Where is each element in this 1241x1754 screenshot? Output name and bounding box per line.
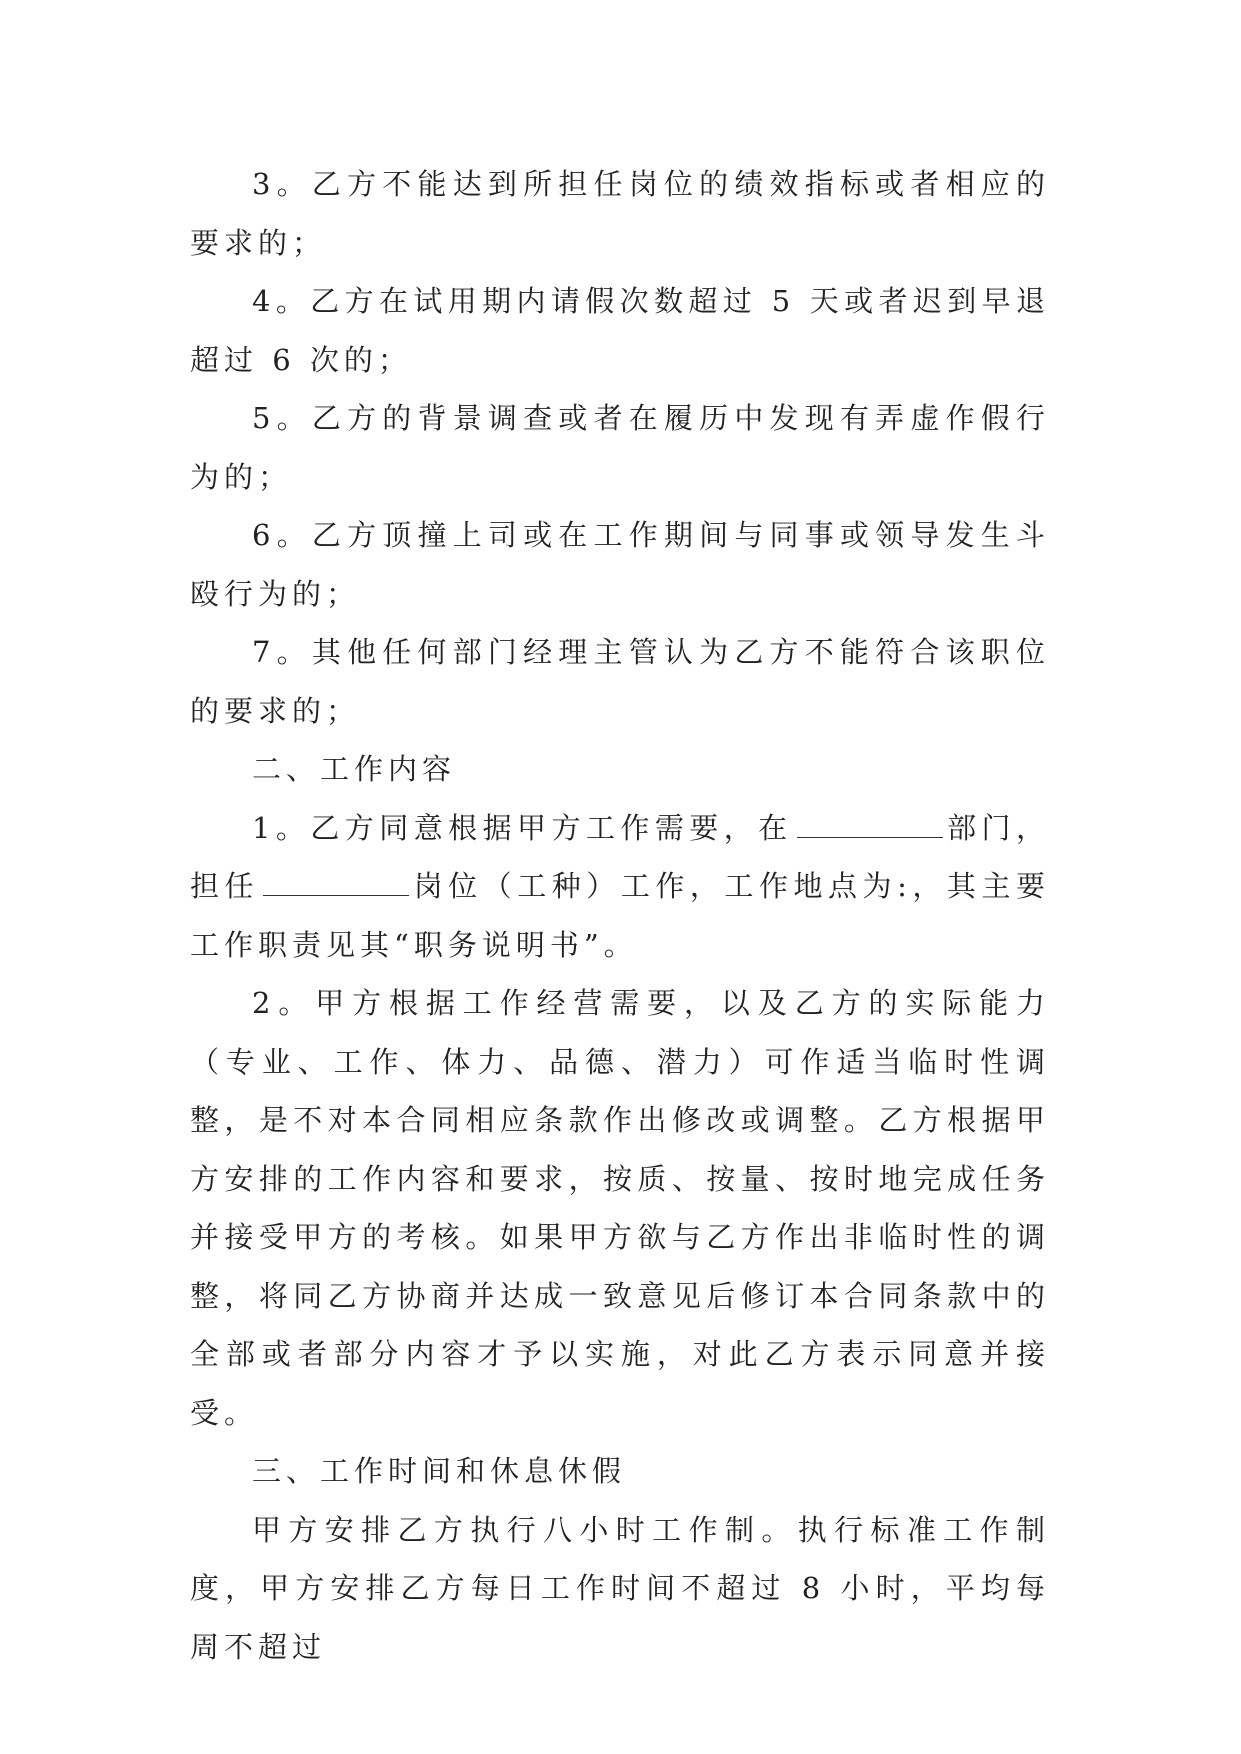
- work-clause-1-text-a: 1。乙方同意根据甲方工作需要，在: [252, 810, 793, 845]
- clause-5-paragraph: 5。乙方的背景调查或者在履历中发现有弄虚作假行为的；: [190, 401, 1050, 494]
- work-clause-1-text-b: 部门，担任: [190, 810, 1050, 903]
- section-heading-work-content: 二、工作内容: [252, 752, 457, 786]
- position-blank-line: [263, 894, 409, 896]
- document-body: [190, 155, 1050, 1676]
- work-content-clause-2: 2。甲方根据工作经营需要，以及乙方的实际能力（专业、工作、体力、品德、潜力）可作适当临时性调整，是不对本合同相应条款作出修改或调整。乙方根据甲方安排的工作内容和要求，按质、按量、按时地完成任务并接受甲方的考核。如果甲方欲与乙方作出非临时性的调整，将同乙方协商并达成一致意见后修订本合同条款中的全部或者部分内容才予以实施，对此乙方表示同意并接受。: [190, 986, 1050, 1430]
- department-blank-line: [797, 836, 943, 838]
- work-hours-paragraph: 甲方安排乙方执行八小时工作制。执行标准工作制度，甲方安排乙方每日工作时间不超过 8 小时，平均每周不超过: [190, 1512, 1050, 1664]
- section-heading-work-hours: 三、工作时间和休息休假: [252, 1454, 627, 1488]
- work-content-clause-1: [190, 799, 1050, 975]
- clause-4-paragraph: 4。乙方在试用期内请假次数超过 5 天或者迟到早退超过 6 次的；: [190, 284, 1050, 377]
- clause-7-paragraph: 7。其他任何部门经理主管认为乙方不能符合该职位的要求的；: [190, 635, 1050, 728]
- work-clause-1-text-c: 岗位（工种）工作，工作地点为:，其主要工作职责见其“职务说明书”。: [190, 869, 1050, 962]
- clause-3-paragraph: 3。乙方不能达到所担任岗位的绩效指标或者相应的要求的；: [190, 167, 1050, 260]
- clause-6-paragraph: 6。乙方顶撞上司或在工作期间与同事或领导发生斗殴行为的；: [190, 518, 1050, 611]
